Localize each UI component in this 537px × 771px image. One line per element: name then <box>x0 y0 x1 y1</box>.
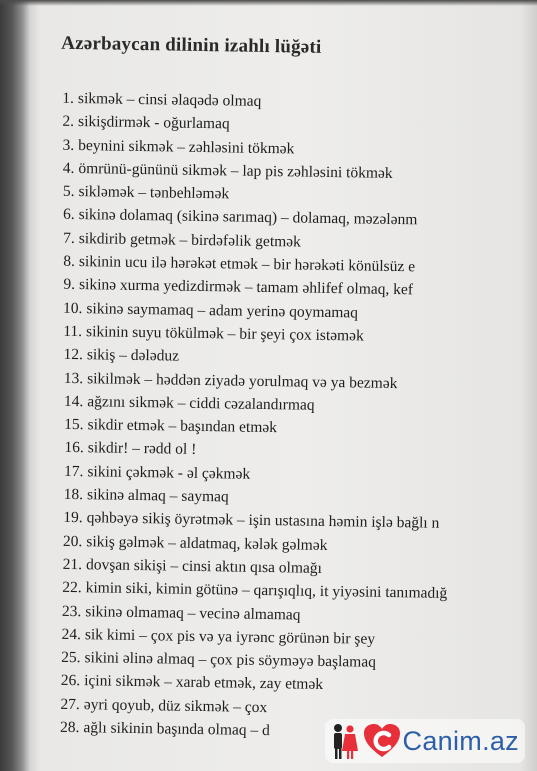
entry-text: ağzını sikmək – ciddi cəzalandırmaq <box>87 393 315 414</box>
entry-number: 14. <box>63 392 84 410</box>
entry-text: sikilmək – həddən ziyadə yorulmaq və ya bezmək <box>87 369 398 392</box>
entry-text: sikinə saymamaq – adam yerinə qoymamaq <box>86 299 359 322</box>
entry-number: 23. <box>61 602 82 620</box>
entry-text: sikinin ucu ilə hərəkət etmək – bir hərəkəti könülsüz e <box>78 253 416 276</box>
entry-number: 27. <box>60 695 80 713</box>
entry-number: 12. <box>63 346 84 364</box>
entry-number: 24. <box>61 625 82 643</box>
entry-text: sikmək – cinsi əlaqədə olmaq <box>77 90 262 110</box>
entry-text: ömrünü-gününü sikmək – lap pis zəhləsini tökmək <box>78 159 393 182</box>
entry-text: kimin siki, kimin götünə – qarışıqlıq, it yiyəsini tanımadığ <box>85 579 448 603</box>
entry-number: 28. <box>59 718 80 737</box>
entry-text: sikinin suyu tökülmək – bir şeyi çox istəmək <box>85 323 364 345</box>
entry-number: 3. <box>62 136 75 154</box>
entry-number: 25. <box>61 648 81 667</box>
entry-number: 1. <box>62 89 75 107</box>
entry-number: 20. <box>62 532 83 550</box>
entry-number: 4. <box>62 159 75 177</box>
entry-number: 26. <box>60 672 81 690</box>
entry-number: 19. <box>63 509 83 527</box>
entry-number: 11. <box>63 322 83 341</box>
entry-number: 13. <box>63 369 84 387</box>
entry-number: 22. <box>62 579 82 597</box>
entry-text: dovşan sikişi – cinsi aktın qısa olmağı <box>85 556 323 577</box>
document-title: Azərbaycan dilinin izahlı lüğəti <box>61 32 322 58</box>
entry-number: 8. <box>63 252 76 271</box>
entry-text: qəhbəyə sikiş öyrətmək – işin ustasına həmin işlə bağlı n <box>86 509 440 533</box>
entry-text: sikiş – dələduz <box>86 346 180 365</box>
entry-text: sikdirib getmək – birdəfəlik getmək <box>78 229 302 251</box>
document-page <box>1 0 537 771</box>
entry-number: 10. <box>62 299 83 317</box>
couple-icon <box>327 721 361 761</box>
watermark <box>325 719 525 763</box>
entry-text: əyri qoyub, düz sikmək – çox <box>83 695 268 716</box>
entry-text: sikiş gəlmək – aldatmaq, kələk gəlmək <box>86 532 328 554</box>
entry-number: 7. <box>63 229 75 247</box>
entry-text: sikini əlinə almaq – çox pis söyməyə başlamaq <box>84 649 377 671</box>
entry-text: sikinə xurma yedizdirmək – tamam əhlifef olmaq, kef <box>78 276 414 299</box>
entry-text: sikdir etmək – başından etmək <box>87 416 278 437</box>
entry-text: sik kimi – çox pis və ya iyrənc görünən bir şey <box>84 626 376 648</box>
entry-text: sikini çəkmək - əl çəkmək <box>87 462 251 483</box>
entry-text: sikinə olmamaq – vecinə almamaq <box>85 602 301 624</box>
entry-number: 16. <box>64 439 84 457</box>
entry-text: sikləmək – tənbehləmək <box>78 183 230 203</box>
heart-icon <box>363 723 401 759</box>
entry-text: ağlı sikinin başında olmaq – d <box>83 719 270 740</box>
entry-text: sikinə dolamaq (sikinə sarımaq) – dolamaq, məzələnm <box>78 206 418 229</box>
entry-list <box>52 87 455 745</box>
entry-number: 17. <box>63 462 84 480</box>
entry-number: 15. <box>64 415 84 434</box>
watermark-text: Canim.az <box>402 725 519 756</box>
entry-text: içini sikmək – xarab etmək, zay etmək <box>84 672 324 694</box>
entry-text: sikdir! – rədd ol ! <box>87 439 197 459</box>
entry-number: 21. <box>62 555 83 574</box>
entry-text: sikişdirmək - oğurlamaq <box>77 113 230 133</box>
entry-text: beynini sikmək – zəhləsini tökmək <box>78 136 295 158</box>
entry-number: 5. <box>62 182 75 201</box>
entry-number: 18. <box>63 485 84 504</box>
entry-number: 9. <box>63 276 76 294</box>
entry-text: sikinə almaq – saymaq <box>86 486 229 506</box>
entry-number: 6. <box>62 206 75 224</box>
entry-number: 2. <box>62 113 75 131</box>
